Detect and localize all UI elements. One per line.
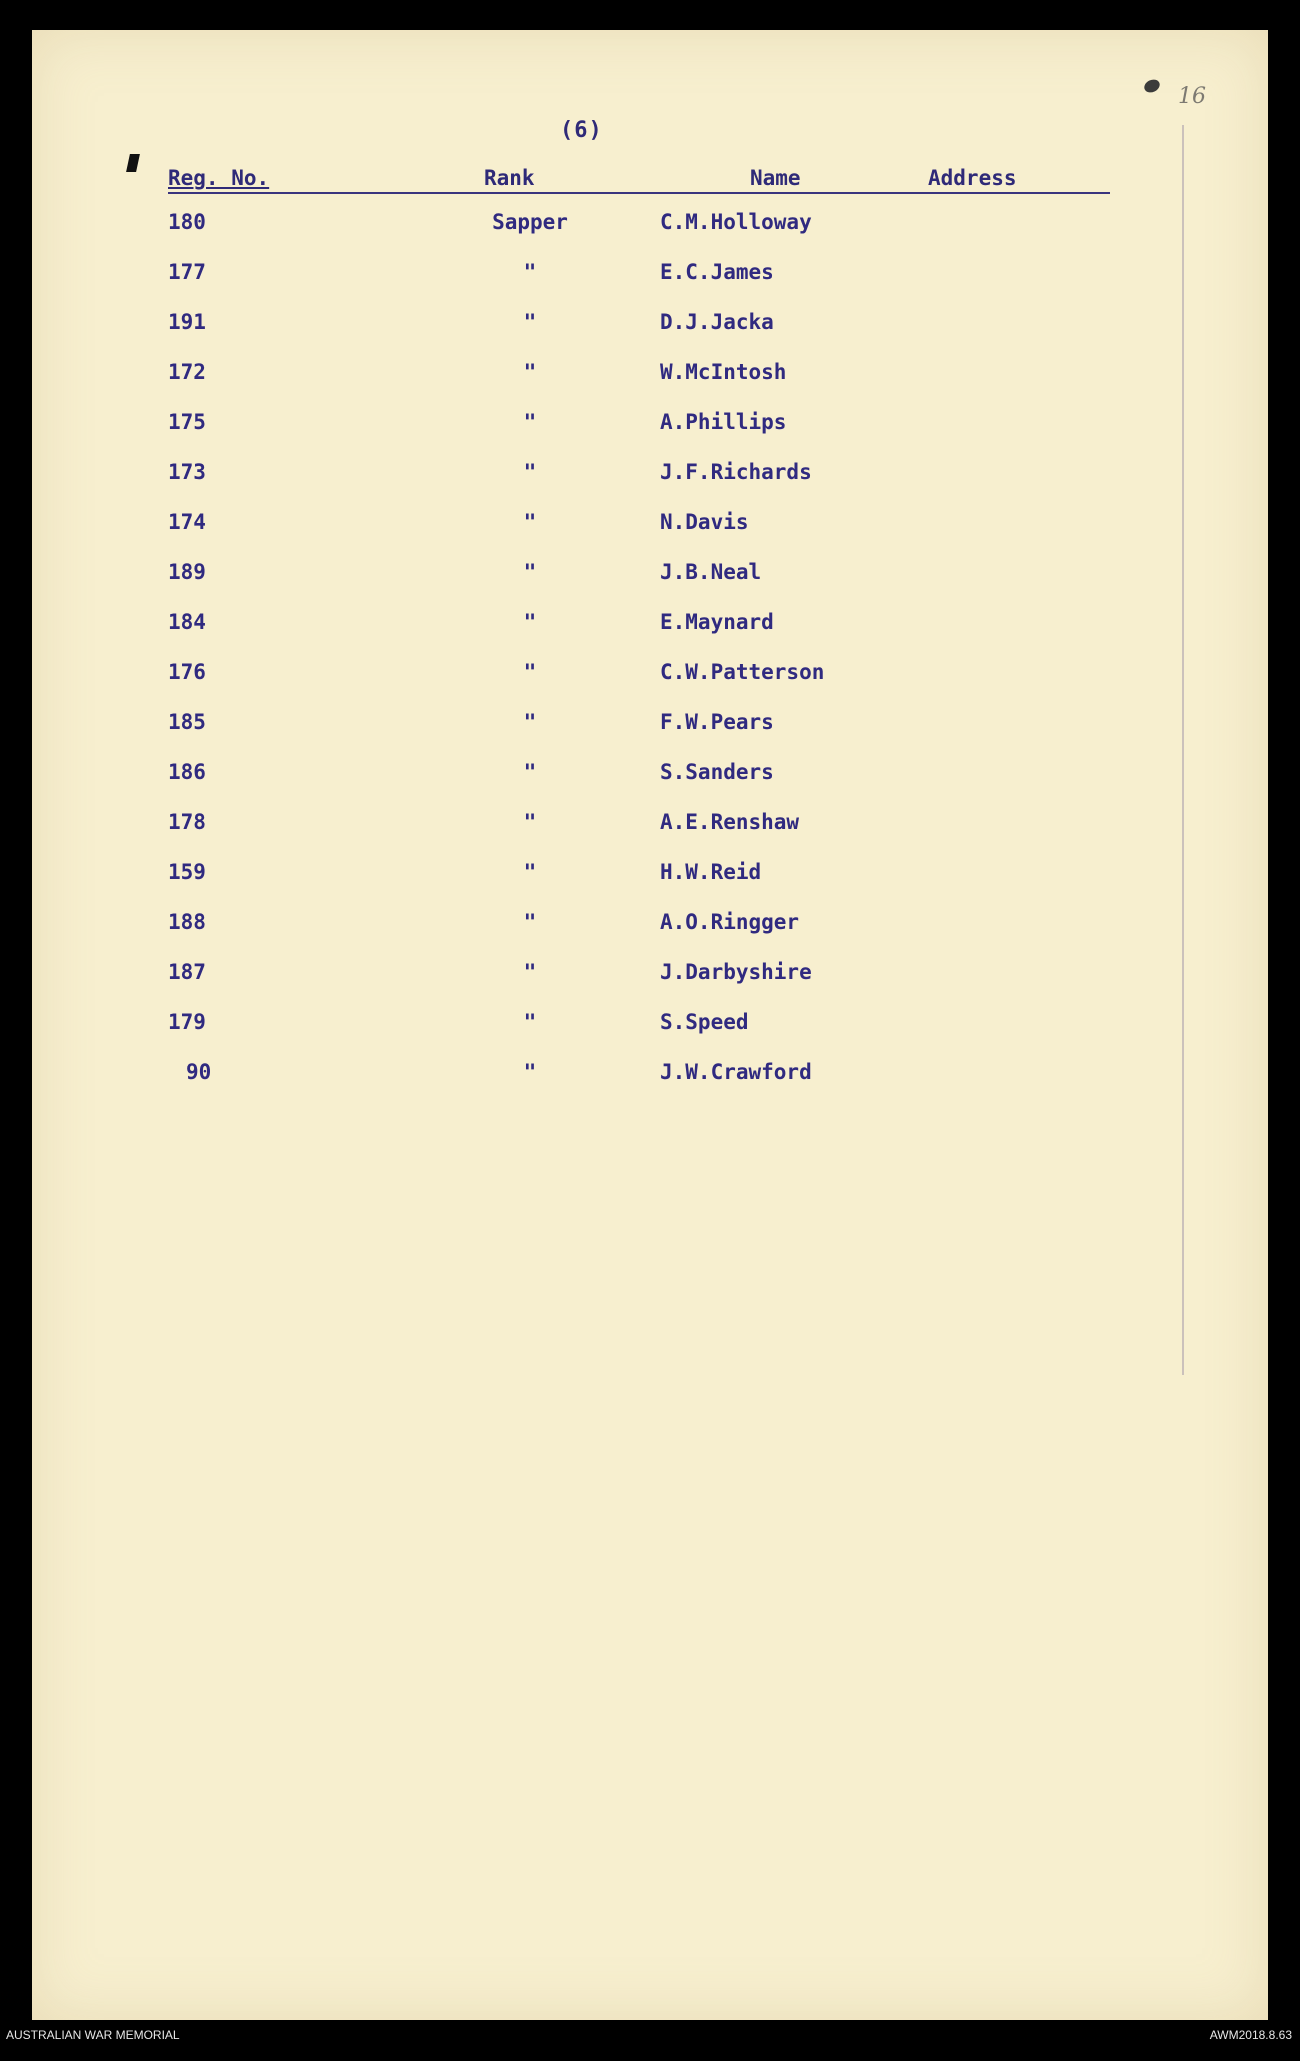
table-row [168, 610, 1108, 660]
rank: " [523, 660, 537, 684]
table-row [168, 360, 1108, 410]
rank: " [523, 860, 537, 884]
header-rank: Rank [484, 166, 535, 190]
name: D.J.Jacka [660, 310, 774, 334]
name: A.Phillips [660, 410, 787, 434]
name: J.Darbyshire [660, 960, 812, 984]
table-row [168, 1060, 1108, 1110]
rank: " [523, 960, 537, 984]
corner-mark [126, 154, 140, 172]
footer-credit: AUSTRALIAN WAR MEMORIAL [6, 2028, 180, 2042]
page-number: (6) [560, 118, 603, 143]
name: E.Maynard [660, 610, 774, 634]
table-row [168, 760, 1108, 810]
table-row [168, 860, 1108, 910]
personnel-list [168, 210, 1108, 1110]
rank: " [523, 760, 537, 784]
name: A.E.Renshaw [660, 810, 800, 834]
reg-no: 159 [168, 860, 206, 884]
rank: " [523, 260, 537, 284]
rank: " [523, 1060, 537, 1084]
header-name: Name [750, 166, 801, 190]
table-row [168, 1010, 1108, 1060]
reg-no: 177 [168, 260, 206, 284]
reg-no: 179 [168, 1010, 206, 1034]
table-row [168, 260, 1108, 310]
reg-no: 188 [168, 910, 206, 934]
reg-no: 178 [168, 810, 206, 834]
reg-no: 191 [168, 310, 206, 334]
name: J.B.Neal [660, 560, 762, 584]
table-row [168, 210, 1108, 260]
rank: " [523, 710, 537, 734]
footer-accession-number: AWM2018.8.63 [1209, 2028, 1292, 2042]
reg-no: 174 [168, 510, 206, 534]
table-row [168, 460, 1108, 510]
header-reg-no: Reg. No. [168, 166, 270, 190]
table-row [168, 660, 1108, 710]
header-address: Address [928, 166, 1017, 190]
ink-spot [1142, 77, 1162, 95]
table-row [168, 810, 1108, 860]
reg-no: 176 [168, 660, 206, 684]
name: J.F.Richards [660, 460, 812, 484]
reg-no: 185 [168, 710, 206, 734]
reg-no: 184 [168, 610, 206, 634]
pencil-page-number: 16 [1178, 84, 1206, 109]
table-header [168, 166, 1110, 194]
rank: " [523, 310, 537, 334]
reg-no: 175 [168, 410, 206, 434]
name: C.W.Patterson [660, 660, 825, 684]
name: F.W.Pears [660, 710, 774, 734]
rank: " [523, 460, 537, 484]
reg-no: 173 [168, 460, 206, 484]
rank: " [523, 910, 537, 934]
rank: Sapper [492, 210, 568, 234]
table-row [168, 710, 1108, 760]
rank: " [523, 510, 537, 534]
table-row [168, 960, 1108, 1010]
table-row [168, 410, 1108, 460]
rank: " [523, 360, 537, 384]
reg-no: 189 [168, 560, 206, 584]
reg-no: 187 [168, 960, 206, 984]
name: A.O.Ringger [660, 910, 800, 934]
rank: " [523, 610, 537, 634]
name: W.McIntosh [660, 360, 787, 384]
reg-no: 186 [168, 760, 206, 784]
rank: " [523, 1010, 537, 1034]
rank: " [523, 810, 537, 834]
reg-no: 180 [168, 210, 206, 234]
reg-no: 90 [186, 1060, 212, 1084]
name: H.W.Reid [660, 860, 762, 884]
name: S.Sanders [660, 760, 774, 784]
rank: " [523, 560, 537, 584]
name: N.Davis [660, 510, 749, 534]
name: S.Speed [660, 1010, 749, 1034]
reg-no: 172 [168, 360, 206, 384]
table-row [168, 310, 1108, 360]
rank: " [523, 410, 537, 434]
table-row [168, 510, 1108, 560]
margin-line [1182, 125, 1184, 1375]
table-row [168, 560, 1108, 610]
table-row [168, 910, 1108, 960]
name: E.C.James [660, 260, 774, 284]
name: J.W.Crawford [660, 1060, 812, 1084]
name: C.M.Holloway [660, 210, 812, 234]
